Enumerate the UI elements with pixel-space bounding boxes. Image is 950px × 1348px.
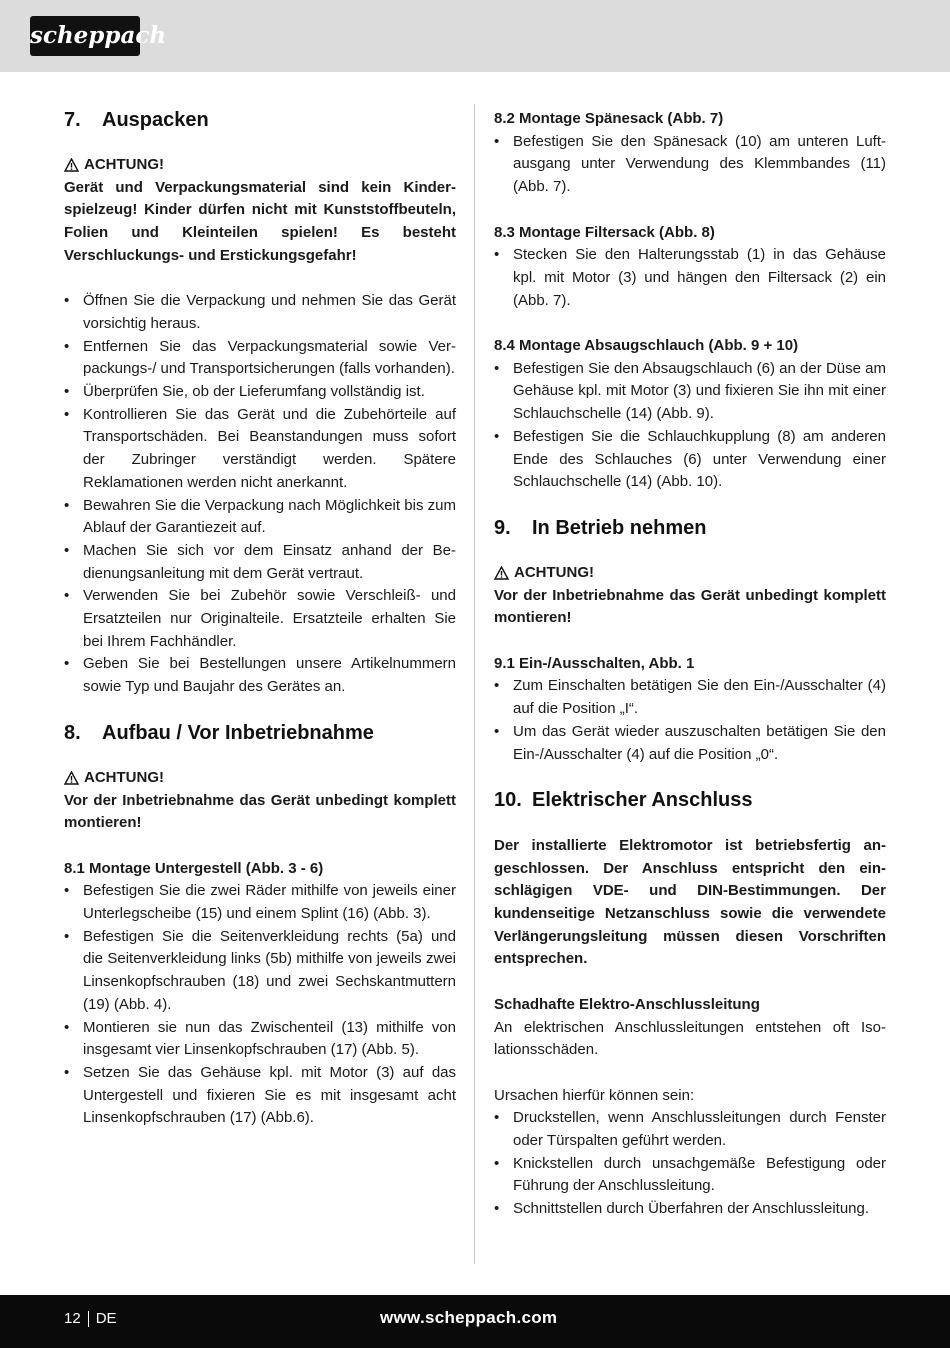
right-column [494,108,886,1221]
section-number: 10. [494,789,522,812]
subsection-title: 8.2 Montage Spänesack (Abb. 7) [494,110,724,127]
column-divider [474,104,475,1264]
warning-label: ACHTUNG! [514,563,594,581]
warning-heading [64,154,456,177]
list-item: • Bewahren Sie die Verpackung nach Möglichkeit bis zum Ablauf der Garantiezeit auf. [64,495,456,540]
section-7-list [64,290,456,699]
subsection-title: 8.3 Montage Filtersack (Abb. 8) [494,223,715,241]
section-title: Elektrischer Anschluss [532,789,753,812]
scheppach-logo: scheppach [30,16,140,56]
list-item: • Befestigen Sie den Spänesack (10) am unteren Luftausgang unter Verwendung des Klemmbandes (11) (Abb. 7). [494,131,886,199]
causes-list [494,1107,886,1221]
warning-heading [64,767,456,790]
paragraph: An elektrischen Anschlussleitungen entstehen oft Isolationsschäden. [494,1018,886,1059]
subsection-title: 8.4 Montage Absaugschlauch (Abb. 9 + 10) [494,337,799,354]
list-item: • Um das Gerät wieder auszuschalten betätigen Sie den Ein-/Ausschalter (4) auf die Position „0“. [494,721,886,766]
list-item: • Stecken Sie den Halterungsstab (1) in das Gehäuse kpl. mit Motor (3) und hängen den Filtersack (2) ein (Abb. 7). [494,244,886,312]
paragraph: Ursachen hierfür können sein: [494,1086,695,1104]
list-item: • Machen Sie sich vor dem Einsatz anhand der Bedienungsanleitung mit dem Gerät vertraut. [64,540,456,585]
separator [88,1311,89,1327]
subsection-8-1-list [64,880,456,1130]
list-item: • Entfernen Sie das Verpackungsmaterial sowie Verpackungs-/ und Transportsicherungen (falls vorhanden). [64,336,456,381]
list-item: • Druckstellen, wenn Anschlussleitungen durch Fenster oder Türspalten geführt werden. [494,1107,886,1152]
section-10-heading [494,788,886,812]
section-8-heading [64,721,456,745]
list-item: • Überprüfen Sie, ob der Lieferumfang vollständig ist. [64,381,456,404]
warning-text: Gerät und Verpackungsmaterial sind kein Kinderspielzeug! Kinder dürfen nicht mit Kunststoffbeuteln, Folien und Kleinteilen spielen! Es besteht Verschluckungs- und Erstickungsgefahr! [64,178,456,264]
subsection-title: 8.1 Montage Untergestell (Abb. 3 - 6) [64,859,324,877]
page-number: 12 [64,1310,81,1327]
header-bar [0,0,950,72]
list-item: • Befestigen Sie die Seitenverkleidung rechts (5a) und die Seitenverkleidung links (5b) mithilfe von jeweils zwei Linsenkopfschrauben (18) und zwei Sechskantmuttern (19) (Abb. 4). [64,926,456,1017]
subsection-8-3-list [494,244,886,312]
subsection-9-1-list [494,675,886,766]
section-7-heading [64,108,456,132]
section-number: 9. [494,516,511,539]
section-title: Aufbau / Vor Inbetriebnahme [102,721,374,744]
list-item: • Befestigen Sie die zwei Räder mithilfe von jeweils einer Unterlegscheibe (15) und einem Splint (16) (Abb. 3). [64,880,456,925]
subsection-8-4-list [494,358,886,494]
list-item: • Geben Sie bei Bestellungen unsere Artikelnummern sowie Typ und Baujahr des Gerätes an. [64,653,456,698]
subsection-title: Schadhafte Elektro-Anschlussleitung [494,995,760,1013]
list-item: • Schnittstellen durch Überfahren der Anschlussleitung. [494,1198,886,1221]
warning-heading [494,562,886,585]
footer-bar [0,1295,950,1348]
section-9-heading [494,516,886,540]
warning-triangle-icon [494,566,509,580]
list-item: • Befestigen Sie den Absaugschlauch (6) an der Düse am Gehäuse kpl. mit Motor (3) und fixieren Sie ihn mit einer Schlauchschelle (14) (Abb. 9). [494,358,886,426]
section-10-intro: Der installierte Elektromotor ist betriebsfertig angeschlossen. Der Anschluss entspricht den einschlägigen VDE- und DIN-Bestimmungen. Der kundenseitige Netzanschluss sowie die verwendete Verlängerungsleitung müssen diesen Vorschriften entsprechen. [494,836,886,968]
website-link[interactable]: www.scheppach.com [380,1308,558,1327]
list-item: • Knickstellen durch unsachgemäße Befestigung oder Führung der Anschlussleitung. [494,1153,886,1198]
list-item: • Öffnen Sie die Verpackung und nehmen Sie das Gerät vorsichtig heraus. [64,290,456,335]
left-column [64,108,456,1130]
warning-text: Vor der Inbetriebnahme das Gerät unbedingt komplett montieren! [64,791,456,832]
list-item: • Montieren sie nun das Zwischenteil (13) mithilfe von insgesamt vier Linsenkopfschrauben (17) (Abb. 5). [64,1017,456,1062]
list-item: • Verwenden Sie bei Zubehör sowie Verschleiß- und Ersatzteilen nur Originalteile. Ersatzteile erhalten Sie bei Ihrem Fachhändler. [64,585,456,653]
list-item: • Setzen Sie das Gehäuse kpl. mit Motor (3) auf das Untergestell und fixieren Sie es mit insgesamt acht Linsenkopfschrauben (17) (Abb.6). [64,1062,456,1130]
subsection-8-2-list [494,131,886,199]
warning-label: ACHTUNG! [84,768,164,786]
subsection-title: 9.1 Ein-/Ausschalten, Abb. 1 [494,654,695,672]
warning-triangle-icon [64,158,79,172]
warning-label: ACHTUNG! [84,156,164,173]
section-title: In Betrieb nehmen [532,516,707,539]
list-item: • Befestigen Sie die Schlauchkupplung (8) am anderen Ende des Schlauches (6) unter Verwendung einer Schlauchschelle (14) (Abb. 10). [494,426,886,494]
warning-text: Vor der Inbetriebnahme das Gerät unbedingt komplett montieren! [494,586,886,627]
language-code: DE [95,1310,117,1327]
section-number: 8. [64,721,81,744]
page-indicator [64,1310,117,1327]
section-title: Auspacken [102,109,209,131]
section-number: 7. [64,109,81,131]
list-item: • Zum Einschalten betätigen Sie den Ein-/Ausschalter (4) auf die Position „I“. [494,675,886,720]
list-item: • Kontrollieren Sie das Gerät und die Zubehörteile auf Transportschäden. Bei Beanstandungen muss sofort der Zubringer verständigt werden. Spätere Reklamationen werden nicht anerkannt. [64,404,456,495]
warning-triangle-icon [64,771,79,785]
